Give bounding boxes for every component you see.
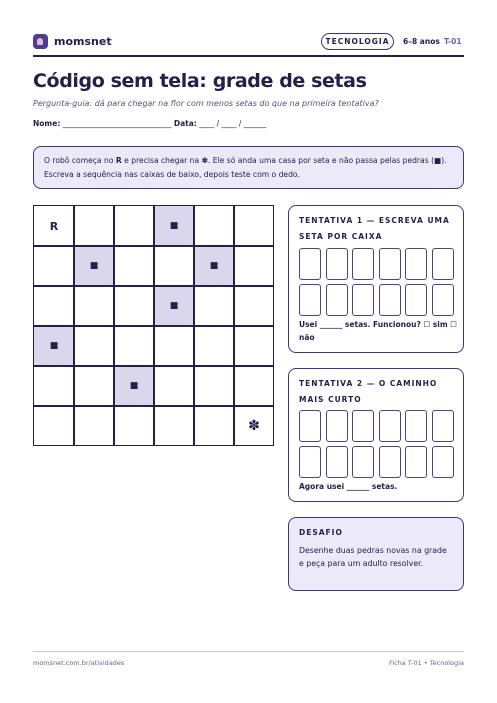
- answer-box[interactable]: [352, 284, 374, 316]
- brand-name: momsnet: [54, 35, 112, 48]
- grid-cell: [114, 206, 154, 246]
- name-date-line: [33, 119, 266, 128]
- answer-box[interactable]: [405, 410, 427, 442]
- grid-cell-stone: ■: [114, 366, 154, 406]
- answer-box[interactable]: [352, 446, 374, 478]
- footer-divider: [33, 651, 464, 652]
- answer-box[interactable]: [326, 410, 348, 442]
- name-blank: _____________________________: [62, 119, 172, 128]
- grid-cell: [74, 286, 114, 326]
- momsnet-logo-icon: [33, 34, 48, 49]
- grid-cell: [74, 206, 114, 246]
- answer-box[interactable]: [405, 284, 427, 316]
- footer-sheet-info: Ficha T-01 • Tecnologia: [388, 659, 464, 667]
- answer-box[interactable]: [379, 248, 401, 280]
- grid-cell-stone: ■: [194, 246, 234, 286]
- category-pill: TECNOLOGIA: [321, 33, 394, 50]
- answer-box[interactable]: [326, 284, 348, 316]
- grid-cell: [34, 286, 74, 326]
- answer-box[interactable]: [299, 446, 321, 478]
- instructions-text: O robô começa no: [44, 156, 116, 165]
- answer-box[interactable]: [432, 284, 454, 316]
- answer-box[interactable]: [326, 446, 348, 478]
- sheet-code: T-01: [444, 37, 462, 46]
- grid-cell-stone: ■: [74, 246, 114, 286]
- answer-box[interactable]: [379, 410, 401, 442]
- attempt-1-card: [288, 205, 464, 353]
- footer-url: momsnet.com.br/atividades: [33, 659, 125, 667]
- grid-line: [34, 405, 273, 407]
- grid-cell: [114, 326, 154, 366]
- grid-cell: [194, 286, 234, 326]
- stone-icon: ■: [434, 156, 442, 165]
- challenge-title: DESAFIO: [299, 528, 343, 537]
- grid-cell: [114, 286, 154, 326]
- grid-cell-robot: R: [49, 219, 59, 233]
- grid-cell: [234, 326, 274, 366]
- instructions-box: [33, 146, 464, 189]
- header-divider: [33, 55, 464, 57]
- instructions-text: e precisa chegar na: [121, 156, 202, 165]
- grid-cell: [234, 206, 274, 246]
- grid-cell: [34, 406, 74, 446]
- age-range: 6–8 anos: [403, 37, 440, 46]
- answer-box[interactable]: [352, 410, 374, 442]
- date-blank: ____ / ____ / ______: [199, 119, 267, 128]
- attempt-1-title: TENTATIVA 1 — ESCREVA UMA SETA POR CAIXA: [299, 216, 450, 241]
- grid-cell: [74, 366, 114, 406]
- answer-box[interactable]: [432, 446, 454, 478]
- grid-cell: [154, 246, 194, 286]
- arrow-grid: [33, 205, 274, 446]
- attempt-2-title: TENTATIVA 2 — O CAMINHO MAIS CURTO: [299, 379, 438, 404]
- grid-cell: [34, 366, 74, 406]
- grid-cell: [194, 406, 234, 446]
- grid-cell-flower: ✽: [248, 418, 260, 434]
- name-label: Nome:: [33, 119, 61, 128]
- flower-icon: ✽: [201, 156, 208, 165]
- grid-line: [193, 206, 195, 445]
- grid-cell: [194, 366, 234, 406]
- answer-box[interactable]: [432, 248, 454, 280]
- answer-box[interactable]: [326, 248, 348, 280]
- grid-line: [34, 365, 273, 367]
- answer-box[interactable]: [405, 248, 427, 280]
- grid-cell: [114, 406, 154, 446]
- answer-box[interactable]: [299, 410, 321, 442]
- grid-cell: [34, 246, 74, 286]
- answer-box[interactable]: [352, 248, 374, 280]
- answer-box[interactable]: [299, 248, 321, 280]
- grid-cell: [234, 286, 274, 326]
- grid-cell: [154, 406, 194, 446]
- answer-box[interactable]: [379, 446, 401, 478]
- date-label: Data:: [173, 119, 197, 128]
- guide-question: Pergunta-guia: dá para chegar na flor com menos setas do que na primeira tentativa?: [33, 99, 379, 108]
- answer-box[interactable]: [299, 284, 321, 316]
- grid-cell-stone: ■: [154, 286, 194, 326]
- instructions-text: ). Escreva a sequência nas caixas de baixo, depois teste com o dedo.: [44, 156, 447, 179]
- answer-box[interactable]: [379, 284, 401, 316]
- answer-box[interactable]: [432, 410, 454, 442]
- grid-line: [153, 206, 155, 445]
- grid-cell: [74, 326, 114, 366]
- attempt-1-footer: Usei ______ setas. Funcionou? ☐ sim ☐ não: [299, 320, 457, 342]
- attempt-2-footer: Agora usei ______ setas.: [299, 482, 398, 491]
- grid-cell: [74, 406, 114, 446]
- grid-line: [233, 206, 235, 445]
- grid-cell-stone: ■: [34, 326, 74, 366]
- page-header: [33, 33, 464, 53]
- grid-cell: [154, 366, 194, 406]
- grid-cell: [194, 206, 234, 246]
- page-title: Código sem tela: grade de setas: [33, 70, 367, 92]
- grid-cell-stone: ■: [154, 206, 194, 246]
- grid-cell: [194, 326, 234, 366]
- grid-cell: [154, 326, 194, 366]
- challenge-card: [288, 517, 464, 591]
- grid-cell: [234, 246, 274, 286]
- answer-box[interactable]: [405, 446, 427, 478]
- attempt-2-card: [288, 368, 464, 502]
- grid-cell: [234, 366, 274, 406]
- grid-cell: [114, 246, 154, 286]
- instructions-text: . Ele só anda uma casa por seta e não passa pelas pedras (: [207, 156, 435, 165]
- challenge-text: Desenhe duas pedras novas na grade e peça para um adulto resolver.: [299, 546, 447, 568]
- robot-letter: R: [115, 156, 122, 165]
